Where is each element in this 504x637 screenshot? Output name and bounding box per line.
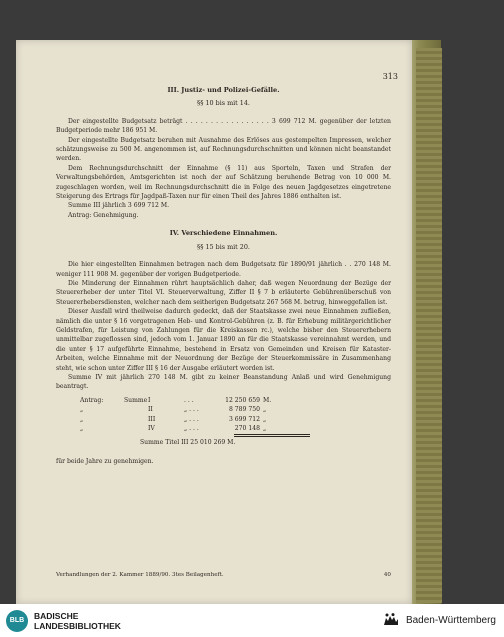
summary-row: „ II „ . . . 8 789 750 „ (80, 406, 267, 414)
section-4-heading: IV. Verschiedene Einnahmen. (169, 229, 278, 238)
blb-logo-icon[interactable]: BLB (6, 610, 28, 632)
state-name: Baden-Württemberg (405, 614, 496, 626)
section-4-text-1: Die hier eingestellten Einnahmen betragen nach dem Budgetsatz für 1890/91 jährlich . . 270 148 M. weniger 111 908 M. gegenüber der vorigen Budgetperiode. (56, 261, 391, 278)
summary-row: Antrag: Summe I . . . 12 250 659 M. (80, 396, 272, 404)
summary-total: Summe Titel III 25 010 269 M. (140, 439, 236, 447)
document-page (16, 40, 412, 604)
library-name[interactable]: BADISCHE LANDESBIBLIOTHEK (34, 610, 121, 631)
section-4-text-2: Die Minderung der Einnahmen rührt hauptsächlich daher, daß wegen Neuordnung der Bezüge der Steuererheber der unter Titel VI. Steuerverwaltung, Ziffer II § 7 b erläuterte Gebührenüberschuß von Steuererhebersdiensten, welcher nach dem seitherigen Budgetsatz 267 568 M. betrug, hinweggefallen ist. (56, 279, 391, 306)
summary-row: „ III „ . . . 3 699 712 „ (80, 415, 267, 423)
lions-crest-icon (382, 612, 400, 628)
page-footer (56, 572, 391, 578)
section-3-motion: Antrag: Genehmigung. (68, 211, 139, 219)
summary-table (80, 396, 391, 448)
state-logo[interactable] (382, 612, 496, 628)
summary-row: „ IV „ . . . 270 148 „ (80, 425, 267, 432)
section-3-heading: III. Justiz- und Polizei-Gefälle. (167, 86, 280, 94)
section-4-text-4: Summe IV mit jährlich 270 148 M. gibt zu keiner Beanstandung Anlaß und wird Genehmigung beantragt. (56, 373, 391, 391)
sum-rule-double (234, 436, 310, 437)
viewer-footer-bar (0, 604, 504, 637)
section-4-text-3: Dieser Ausfall wird theilweise dadurch gedeckt, daß der Staatskasse zwei neue Einnahmen zufließen, nämlich die unter § 16 vorgetragenen Heb- und Kontrol-Gebühren (z. B. für Erhebung militärgerichtlicher Geldstrafen, für Leistung von Zahlungen für die Kreiskassen rc.), welche bisher den Steuererhebern unmittelbar zugeflossen sind, jedoch vom 1. Januar 1890 an für die Staatskasse vereinnahmt werden, und die unter § 17 aufgeführte Einnahme, bestehend in Ersatz von Gemeinden und Kreisen für Kataster-Arbeiten, welche Einnahme mit der Neuordnung der Bezüge der Steuerkommissäre in Zusammenhang steht, wie schon unter Ziffer III § 16 der Ausgabe erläutert worden ist. (56, 308, 391, 372)
summary-closing: für beide Jahre zu genehmigen. (56, 457, 154, 465)
section-3-text-3: Dem Rechnungsdurchschnitt der Einnahme (§ 11) aus Sporteln, Taxen und Strafen der Verwaltungsbehörden, Amtsgerichten ist noch der auf Schätzung beruhende Betrag von 10 000 M. zugeschlagen worden, weil im Rechnungsdurchschnitt die in Folge des neuen Jagdgesetzes eingetretene Steigerung des Ertrags für Jagdpaß-Taxen nur für einen Theil des Jahres 1886 enthalten ist. (56, 164, 391, 201)
section-3-sum: Summe III jährlich 3 699 712 M. (68, 202, 170, 210)
footer-left: Verhandlungen der 2. Kammer 1889/90. 3tes Beilagenheft. (56, 572, 224, 578)
page-number: 313 (382, 72, 398, 81)
section-3-text-1: Der eingestellte Budgetsatz beträgt . . . . . . . . . . . . . . . . . 3 699 712 M. gegenüber der letzten Budgetperiode mehr 186 951 M. (56, 117, 391, 135)
section-4-paragraphs: §§ 15 bis mit 20. (197, 242, 250, 251)
book-page-stack (416, 48, 442, 603)
sum-rule (234, 434, 310, 435)
section-3-text-2: Der eingestellte Budgetsatz beruhen mit Ausnahme des Erlöses aus gestempelten Impressen, welcher schätzungsweise zu 500 M. angenommen ist, auf Rechnungsdurchschnitten und können nicht beanstandet werden. (56, 136, 391, 163)
section-3-paragraphs: §§ 10 bis mit 14. (197, 99, 250, 108)
page-body (56, 86, 391, 466)
footer-right: 40 (383, 572, 391, 578)
